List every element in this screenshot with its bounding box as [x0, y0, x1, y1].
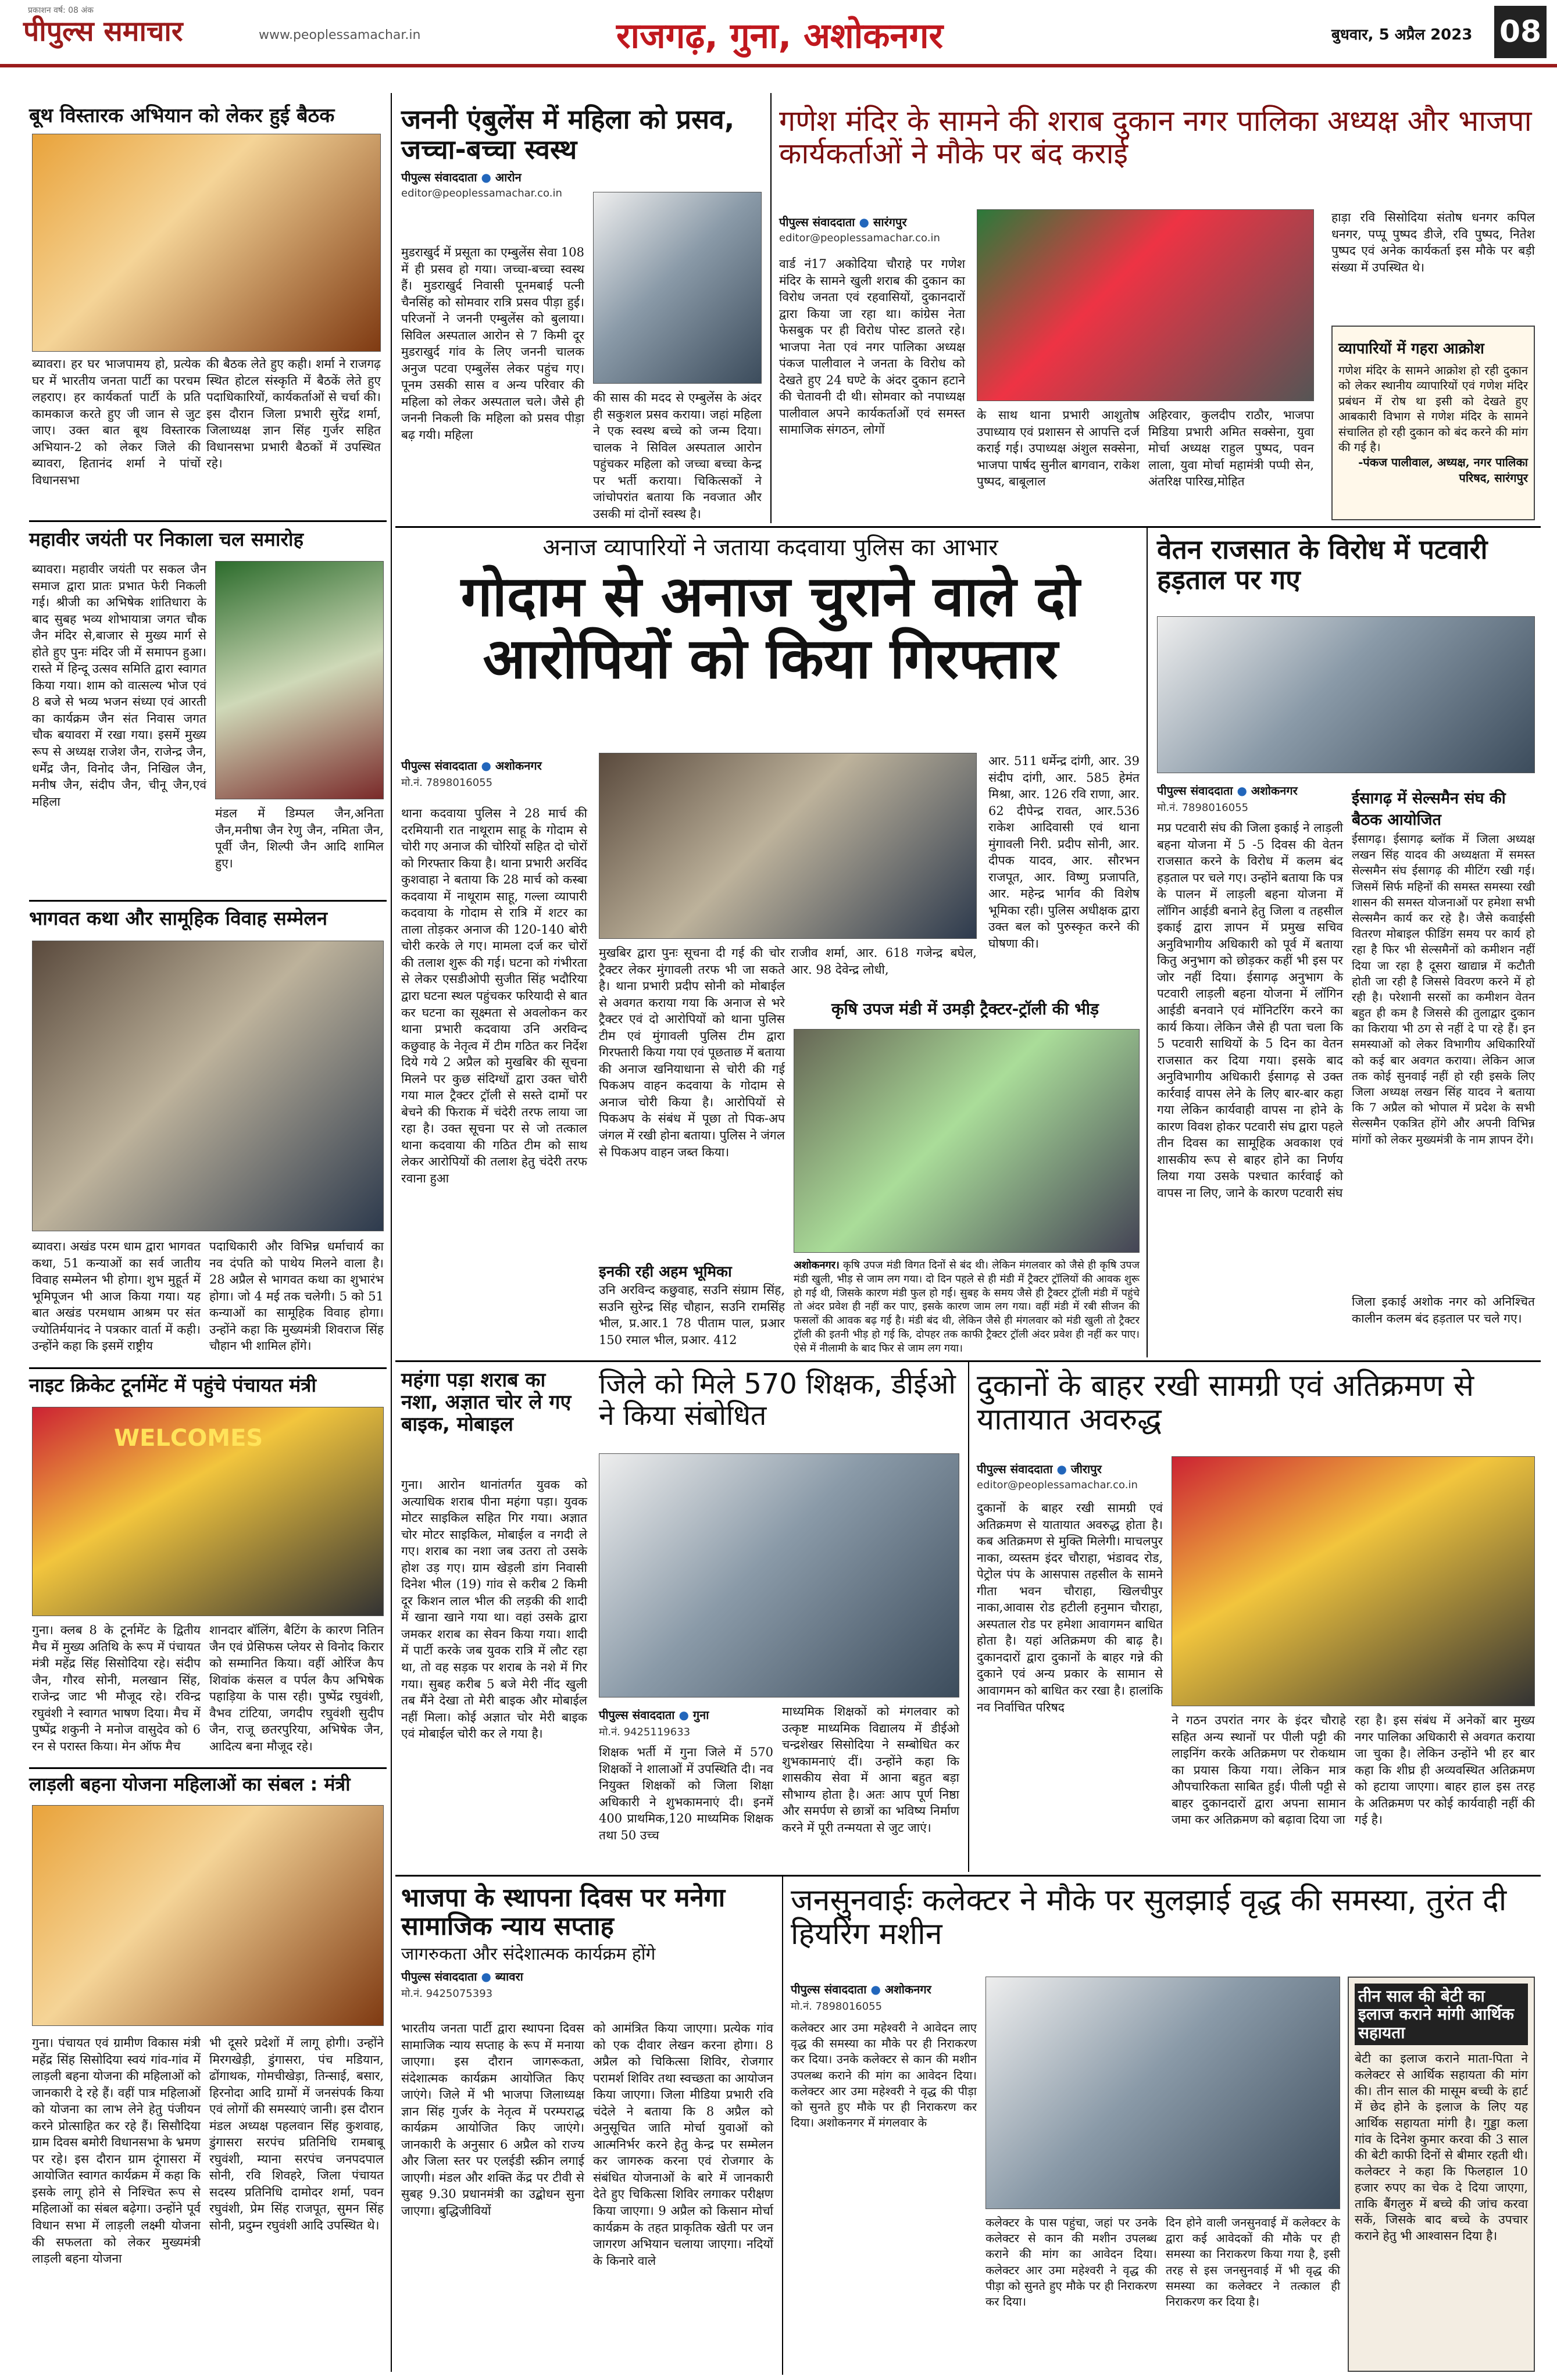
box-body: बेटी का इलाज कराने माता-पिता ने कलेक्टर से आर्थिक सहायता की मांग की। तीन साल की मासूम बच्ची के हार्ट में छेद होने के इलाज के लिए यह आर्थिक सहायता मांगी है। गुड्डा कला गांव के दिनेश कुमार करवा की 3 साल की बेटी काफी दिनों से बीमार रहती थी। कलेक्टर ने कहा कि फिलहाल 10 हजार रुपए का चेक दे दिया जाएगा, ताकि बैंगलुरु में बच्चे की जांच करवा सकें, जिसके बाद बच्चे के उपचार कराने हेतु भी आश्वासन दिया है।	[1355, 2052, 1528, 2243]
sidebar-box-girl-aid	[1348, 1977, 1535, 2372]
story-teachers-byline	[599, 1702, 785, 1739]
story-headline: भागवत कथा और सामूहिक विवाह सम्मेलन	[29, 907, 328, 930]
story-liquor-byline	[779, 209, 965, 244]
byline-reporter: पीपुल्स संवाददाता	[779, 215, 855, 229]
divider	[29, 520, 387, 522]
story-body: की बैठक लेते हुए कही। शर्मा ने राजगढ़ स्थित होटल संस्कृति में बैठकें लेते हुए पदाधिकारियों, कार्यकर्ताओं से चर्चा की। इस दौरान जिला प्रभारी सुरेंद्र शर्मा, जिलाध्यक्ष ज्ञान सिंह गुर्जर सहित विधानसभा प्रभारी बैठकों में उपस्थित रहे।	[206, 357, 381, 471]
story-bhagwat	[29, 908, 384, 930]
divider	[395, 526, 1541, 528]
story-teachers	[599, 1369, 959, 1432]
story-patwari-sub	[1352, 782, 1535, 834]
byline-mobile: मो.नं. 9425119633	[599, 1726, 691, 1738]
story-headline: कृषि उपज मंडी में उमड़ी ट्रैक्टर-ट्रॉली की भीड़	[831, 999, 1099, 1019]
byline: पीपुल्स संवाददाता ● अशोकनगर	[791, 1982, 931, 1996]
story-body: मुडराखुर्द में प्रसूता का एम्बुलेंस सेवा 108 में ही प्रसव हो गया। जच्चा-बच्चा स्वस्थ हैं। मुडराखुर्द निवासी पूनमबाई पत्नी चैनसिंह को सोमवार रात्रि प्रसव पीड़ा हुई। परिजनों ने जननी एम्बुलेंस को बुलाया। सिविल अस्पताल आरोन से 7 किमी दूर मुडराखुर्द गांव के लिए जननी चालक अनुज पटवा एम्बुलेंस लेकर पहुंच गए। पूनम उसकी सास व अन्य परिवार की महिला को लेकर अस्पताल चले। जैसे ही जननी निकली कि महिला को प्रसव पीड़ा बढ़ गयी। महिला	[401, 245, 584, 442]
story-grain-byline	[401, 753, 587, 789]
story-body: थाना कदवाया पुलिस ने 28 मार्च की दरमियानी रात नाथूराम साहू के गोदाम से चोरी गए अनाज की चोरियों सहित दो चोरों को गिरफ्तार किया है। थाना प्रभारी अरविंद कुशवाहा ने बताया कि 28 मार्च को कस्बा कदवाया में नाथूराम साहू, गल्ला व्यापारी कदवाया के गोदाम से रात्रि में शटर का ताला तोड़कर अनाज की 120-140 बोरी चोरी करके ले गए। मामला दर्ज कर चोरों की तलाश शुरू की गई। घटना को गंभीरता से लेकर एसडीओपी सुजीत सिंह भदौरिया द्वारा घटना स्थल पहुंचकर फरियादी से बात कर घटना का सूक्ष्मता से अवलोकन कर थाना प्रभारी कदवाया उनि अरविन्द कछुवाह के नेतृत्व में टीम गठित कर निर्देश दिये गये 2 अप्रैल को मुखबिर की सूचना मिलने पर कुछ संदिग्धों द्वारा उक्त चोरी गया माल ट्रैक्टर ट्रॉली से सस्ते दामों पर बेचने की फिराक में चंदेरी तरफ लाया जा रहा है। उक्त सूचना पर से जो तत्काल थाना कदवाया की गठित टीम को साथ लेकर आरोपियों की तलाश हेतु चंदेरी तरफ रवाना हुआ	[401, 806, 587, 1186]
byline-reporter: पीपुल्स संवाददाता	[791, 1982, 867, 1996]
story-hearing-byline	[791, 1977, 977, 2013]
byline-place: ब्यावरा	[495, 1970, 523, 1984]
story-body: शानदार बॉलिंग, बैटिंग के कारण नितिन जैन एवं प्रेसिफस प्लेयर से विनोद किरार को सम्मानित किया। वहीं ओरिंज कैप शिवांक कंसल व पर्पल कैप अभिषेक पहाड़िया के पास रही। पुष्पेंद्र रघुवंशी, वैभव टांटिया, जगदीप रघुवंशी सुदीप जैन, राजू छतरपुरिया, अभिषेक जैन, आदित्य बना मौजूद रहे।	[209, 1623, 384, 1753]
byline: पीपुल्स संवाददाता ● सारंगपुर	[779, 215, 907, 229]
story-body: हाड़ा रवि सिसोदिया संतोष धनगर कपिल धनगर, पप्पू पुष्पद डीजे, रवि पुष्पद, नितेश पुष्पद एवं अनेक कार्यकर्ता इस मौके पर बड़ी संख्या में उपस्थित थे।	[1331, 210, 1535, 274]
story-ambulance	[401, 105, 762, 199]
website-url[interactable]: www.peoplessamachar.in	[259, 28, 421, 42]
story-photo	[1172, 1456, 1535, 1706]
story-body: को आमंत्रित किया जाएगा। प्रत्येक गांव को एक दीवार लेखन करना होगा। 8 अप्रैल को चिकित्सा शिविर, रोजगार परामर्श शिविर तथा स्वच्छता का आयोजन किया जाएगा। जिला मीडिया प्रभारी रवि चंदेले ने बताया कि 8 अप्रैल को अनुसूचित जाति मोर्चा युवाओं को आत्मनिर्भर करने हेतु केन्द्र पर सम्मेलन कर जागरुक करना एवं रोजगार के संबंधित योजनाओं के बारे में जानकारी देते हुए चिकित्सा शिविर लगाकर परीक्षण किया जाएगा। 9 अप्रैल को किसान मोर्चा कार्यक्रम के तहत प्राकृतिक खेती पर जन जागरण अभियान चलाया जाएगा। नदियों के किनारे वाले	[593, 2021, 774, 2268]
photo-caption	[794, 1259, 1140, 1355]
story-body: ईसागढ़। ईसागढ़ ब्लॉक में जिला अध्यक्ष लखन सिंह यादव की अध्यक्षता में समस्त सेल्समैन संघ ईसागढ़ की मीटिंग रखी गई। जिसमें सिर्फ महिनों की समस्त समस्या रखी शासन की समस्त योजनाओं पर हमेशा सभी सेल्समैन कार्य कर रहे है। जैसे कवाईसी वितरण मोबाइल फीडिंग समय पर कार्य हो रहा है फिर भी सेल्समैनों को कमीशन नहीं दिया जा रहा है दूसरा खाद्यान्न में कटौती होती जा रही है जिससे विवरण करने में हो रही है। परेशानी सरसों का कमीशन वेतन बहुत ही कम है जिससे की तुलाद्वार दुकान का किराया भी ठग से नहीं दे पा रहे हैं। इन समस्याओं को लेकर विभागीय अधिकारियों को कई बार अवगत कराया। लेकिन आज तक कोई सुनवाई नहीं हो रही इसके लिए जिला अध्यक्ष लखन सिंह यादव ने बताया कि 7 अप्रैल को भोपाल में प्रदेश के सभी सेल्समैन एकत्रित होंगे और अपनी विभिन्न मांगों को लेकर मुख्यमंत्री के नाम ज्ञापन देंगे।	[1352, 832, 1535, 1146]
divider	[29, 1767, 387, 1769]
story-liquor-theft	[401, 1369, 587, 1435]
page-region-title: राजगढ़, गुना, अशोकनगर	[616, 16, 944, 56]
story-ladli	[29, 1774, 384, 1795]
story-body: आर. 511 धर्मेन्द्र दांगी, आर. 39 संदीप दांगी, आर. 585 हेमंत मिश्रा, आर. 126 रवि राणा, आर. 62 दीपेन्द्र रावत, आर.536 राकेश आदिवासी एवं थाना मुंगावली निरी. प्रदीप सोनी, आर. दीपक यादव, आर. सौरभन राजपूत, आर. विष्णु प्रजापति, आर. महेन्द्र भार्गव की विशेष भूमिका रही। पुलिस अधीक्षक द्वारा उक्त बल को पुरुस्कृत करने की घोषणा की।	[988, 754, 1140, 951]
byline: पीपुल्स संवाददाता ● गुना	[599, 1708, 709, 1722]
story-headline: महावीर जयंती पर निकाला चल समारोह	[29, 528, 304, 551]
story-headline: जननी एंबुलेंस में महिला को प्रसव, जच्चा-बच्चा स्वस्थ	[401, 103, 735, 165]
masthead	[0, 0, 1557, 67]
publication-date: बुधवार, 5 अप्रैल 2023	[1331, 26, 1473, 44]
story-body: मप्र पटवारी संघ की जिला इकाई ने लाड़ली बहना योजना में 5 -5 दिवस की वेतन राजसात करने के विरोध में कलम बंद हड़ताल पर चले गए। उन्होंने बताया कि पत्र के पालन में लाड़ली बहना योजना में लॉगिन आईडी बनाने हेतु जिला व तहसील इकाई द्वारा ज्ञापन में प्रमुख सचिव अनुविभागीय अधिकारी को पूर्व में बताया कितु अनुभाग को छोड़कर कहीं भी इस पर जोर नहीं दिया। ईसागढ़ अनुभाग के पटवारी लाड़ली बहना योजना में लॉगिन आईडी बनवाने एवं मॉनिटरिंग करने का कार्य किया। लेकिन जैसे ही पता चला कि 5 पटवारी साथियों के 5 दिन का वेतन राजसात कर दिया गया। इसके बाद अनुविभागीय अधिकारी ईसागढ़ से उक्त कार्रवाई वापस लेने के लिए बार-बार कहा गया लेकिन कार्यवाही वापस ना होने के कारण विवश होकर पटवारी संघ द्वारा पहले तीन दिवस का सामूहिक अवकाश एवं शासकीय रूप से बाहर होने का निर्णय लिया गया उसके पश्चात कार्रवाई को वापस ना लिए, जाने के कारण पटवारी संघ	[1157, 821, 1343, 1200]
story-photo	[985, 1977, 1340, 2209]
byline-reporter: पीपुल्स संवाददाता	[599, 1708, 675, 1722]
story-encroach-byline	[977, 1456, 1163, 1491]
subheading: ईसागढ़ में सेल्समैन संघ की बैठक आयोजित	[1352, 789, 1506, 829]
byline-mobile: मो.नं. 9425075393	[401, 1988, 493, 2000]
newspaper-logo: पीपुल्स समाचार	[23, 15, 183, 48]
divider	[395, 1875, 1541, 1877]
box-headline: तीन साल की बेटी का इलाज कराने मांगी आर्थिक सहायता	[1355, 1984, 1528, 2045]
quote-heading: व्यापारियों में गहरा आक्रोश	[1338, 340, 1484, 358]
story-grain	[401, 535, 1140, 691]
byline-place: गुना	[692, 1708, 709, 1722]
byline-place: अशोकनगर	[1251, 784, 1298, 798]
story-headline: महंगा पड़ा शराब का नशा, अज्ञात चोर ले गए बाइक, मोबाइल	[401, 1368, 572, 1436]
byline: पीपुल्स संवाददाता ● ब्यावरा	[401, 1970, 523, 1984]
byline-place: सारंगपुर	[873, 215, 907, 229]
story-bjp-week	[401, 1884, 773, 2000]
page-number: 08	[1494, 6, 1547, 58]
byline: पीपुल्स संवाददाता ● अशोकनगर	[401, 759, 542, 773]
byline-mobile: मो.नं. 7898016055	[1157, 802, 1249, 814]
story-photo	[593, 192, 762, 384]
byline-email[interactable]: editor@peoplessamachar.co.in	[779, 232, 940, 244]
story-headline: गणेश मंदिर के सामने की शराब दुकान नगर पालिका अध्यक्ष और भाजपा कार्यकर्ताओं ने मौके पर बंद कराई	[779, 104, 1532, 170]
byline-email[interactable]: editor@peoplessamachar.co.in	[401, 187, 562, 200]
byline-reporter: पीपुल्स संवाददाता	[401, 170, 477, 185]
caption-text: कृषि उपज मंडी विगत दिनों से बंद थी। लेकिन मंगलवार को जैसे ही कृषि उपज मंडी खुली, भीड़ से जाम लग गया। दो दिन पहले से ही मंडी में ट्रैक्टर ट्रॉलियों की आवक शुरू हो गई थी, जिसके कारण मंडी फुल हो गई। सुबह के समय जैसे ही ट्रैक्टर ट्रॉली मंडी में पहुंचे तो अंदर प्रवेश ही नहीं कर पाए, इसके कारण जाम लग गया। वहीं मंडी में रबी सीजन की फसलों की आवक बढ़ गई है। मंडी बंद थी, लेकिन जैसे ही मंगलवार को मंडी खुली तो ट्रैक्टर ट्रॉली की इतनी भीड़ हो गई कि, दोपहर तक काफी ट्रैक्टर ट्रॉली अंदर प्रवेश ही नहीं कर पाए। ऐसे में नीलामी के बाद फिर से जाम लग गया।	[794, 1259, 1140, 1355]
story-photo	[215, 561, 384, 799]
story-kicker: जागरुकता और संदेशात्मक कार्यक्रम होंगे	[401, 1943, 656, 1964]
quote-box	[1331, 326, 1535, 520]
story-patwari-byline	[1157, 778, 1343, 814]
divider	[29, 1367, 387, 1369]
story-body: ने गठन उपरांत नगर के इंदर चौराहे सहित अन्य स्थानों पर पीली पट्टी की लाइनिंग करके अतिक्रमण पर रोकथाम का प्रयास किया गया। लेकिन मात्र औपचारिकता साबित हुई। पीली पट्टी से बाहर दुकानदारों द्वारा अपना सामान जमा कर अतिक्रमण को बढ़ावा दिया जा	[1172, 1713, 1346, 1827]
story-body: दुकानों के बाहर रखी सामग्री एवं अतिक्रमण से यातायात अवरुद्ध होता है। कब अतिक्रमण से मुक्ति मिलेगी। माचलपुर नाका, व्यस्तम इंदर चौराहा, भंडावद रोड, पेट्रोल पंप के आसपास तहसील के सामने गीता भवन चौराहा, खिलचीपुर नाका,आवास रोड हटीली हनुमान चौराहा, अस्पताल रोड पर हमेशा आवागमन बाधित होता है। यहां अतिक्रमण की बाढ़ है। दुकानदारों द्वारा दुकानों के बाहर गन्ने की दुकाने एवं अन्य प्रकार के सामान से आवागमन को बाधित कर रखा है। हालांकि नव निर्वाचित परिषद	[977, 1501, 1163, 1714]
byline-reporter: पीपुल्स संवाददाता	[1157, 784, 1233, 798]
story-headline: लाड़ली बहना योजना महिलाओं का संबल : मंत्री	[29, 1773, 351, 1795]
story-body: कलेक्टर के पास पहुंचा, जहां पर उनके कलेक्टर से कान की मशीन उपलब्ध कराने की मांग का आवेदन दिया। कलेक्टर आर उमा महेश्वरी ने वृद्ध की पीड़ा को सुनते हुए मौके पर ही निराकरण कर दिया।	[985, 2215, 1157, 2308]
story-headline: नाइट क्रिकेट टूर्नामेंट में पहुंचे पंचायत मंत्री	[29, 1374, 317, 1396]
story-body: के साथ थाना प्रभारी आशुतोष उपाध्याय एवं प्रशासन से आपत्ति दर्ज कराई गई। उपाध्यक्ष अंशुल सक्सेना, भाजपा पार्षद सुनील बागवान, राकेश पुष्पद, बाबूलाल	[977, 408, 1140, 489]
story-body: शिक्षक भर्ती में गुना जिले में 570 शिक्षकों ने शालाओं में उपस्थिति दी। नव नियुक्त शिक्षकों को जिला शिक्षा अधिकारी ने शुभकामनाएं दी। इनमें 400 प्राथमिक,120 माध्यमिक शिक्षक तथा 50 उच्च	[599, 1745, 773, 1842]
story-photo	[977, 209, 1314, 401]
story-body: वार्ड नं17 अकोदिया चौराहे पर गणेश मंदिर के सामने खुली शराब की दुकान का विरोध जनता एवं रहवासियों, दुकानदारों द्वारा किया जा रहा था। कांग्रेस नेता फेसबुक पर ही विरोध पोस्ट डालते रहे। भाजपा नेता एवं नगर पालिका अध्यक्ष पंकज पालीवाल ने जनता के विरोध को देखते हुए 24 घण्टे के अंदर दुकान हटाने की चेतावनी दी थी। सोमवार को नपाध्यक्ष पालीवाल अपने कार्यकर्ताओं एवं समस्त सामाजिक संगठन, लोगों	[779, 257, 965, 437]
column-rule	[968, 1360, 969, 1872]
story-encroach	[977, 1369, 1535, 1436]
story-body: गुना। आरोन थानांतर्गत युवक को अत्याधिक शराब पीना महंगा पड़ा। युवक मोटर साइकिल सहित गिर गया। अज्ञात चोर मोटर साइकिल, मोबाईल व नगदी ले गए। शराब का नशा जब उतरा तो उसके होश उड़ गए। ग्राम खेड़ली डांग निवासी दिनेश भील (19) गांव से करीब 2 किमी दूर किशन लाल भील की लड़की की शादी में खाना खाने गया था। वहां उसके द्वारा जमकर शराब का सेवन किया गया। शादी में पार्टी करके जब युवक रात्रि में लौट रहा था, तो वह सड़क पर शराब के नशे में गिर गया। सुबह करीब 5 बजे मेरी नींद खुली तब मैंने देखा तो मेरी बाइक और मोबाईल नहीं मिला। कोई अज्ञात चोर मेरी बाइक एवं मोबाईल चोरी कर ले गया है।	[401, 1478, 587, 1741]
story-body: दिन होने वाली जनसुनवाई में कलेक्टर के द्वारा कई आवेदकों की मौके पर ही समस्या का निराकरण किया गया है, इसी तरह से इस जनसुनवाई में भी वृद्ध की समस्या का कलेक्टर ने तत्काल ही निराकरण कर दिया है।	[1166, 2215, 1340, 2308]
story-body: ब्यावरा। महावीर जयंती पर सकल जैन समाज द्वारा प्रातः प्रभात फेरी निकली गई। श्रीजी का अभिषेक शांतिधारा के बाद सुबह भव्य शोभायात्रा जगत चौक जैन मंदिर से,बाजार से मुख्य मार्ग से होते हुए पुनः मंदिर जी में समापन हुआ। रास्ते में हिन्दू उत्सव समिति द्वारा स्वागत किया गया। शाम को वात्सल्य भोज एवं 8 बजे से भव्य भजन संध्या एवं आरती का कार्यक्रम जैन संत निवास जगत चौक बयावरा में रखा गया। इसमें मुख्य रूप से अध्यक्ष राजेश जैन, राजेन्द्र जैन, धर्मेंद्र जैन, विनोद जैन, निखिल जैन, मनीष जैन, संदीप जैन, चीनू जैन,एवं महिला	[32, 562, 206, 809]
byline-place: अशोकनगर	[884, 1982, 931, 1996]
story-body: गुना। क्लब 8 के टूर्नामेंट के द्वितीय मैच में मुख्य अतिथि के रूप में पंचायत मंत्री महेंद्र सिंह सिसोदिया रहे। संदीप जैन, गौरव सोनी, मलखान सिंह, राजेन्द्र जाट भी मौजूद रहे। रविन्द्र रघुवंशी ने स्वागत भाषण दिया। मैच में पुष्पेंद्र शकुनी ने मनोज वासुदेव को 6 रन से परास्त किया। मेन ऑफ मैच	[32, 1623, 201, 1753]
quote-attribution: -पंकज पालीवाल, अध्यक्ष, नगर पालिका परिषद, सारंगपुर	[1358, 455, 1528, 485]
story-body: माध्यमिक शिक्षकों को मंगलवार को उत्कृष्ट माध्यमिक विद्यालय में डीईओ चन्द्रशेखर सिसोदिया ने सम्बोधित कर शुभकामनाएं दीं। उन्होंने कहा कि शासकीय सेवा में आना बहुत बड़ा सौभाग्य होता है। अतः आप पूर्ण निष्ठा और समर्पण से छात्रों का भविष्य निर्माण करने में पूरी तन्मयता से जुट जाएं।	[782, 1704, 959, 1835]
story-photo	[794, 1029, 1140, 1253]
story-headline: भाजपा के स्थापना दिवस पर मनेगा सामाजिक न्याय सप्ताह	[401, 1883, 726, 1942]
story-body: पदाधिकारी और विभिन्न धर्माचार्य का नव दंपति को पाथेय मिलने वाला है। 28 अप्रैल से भागवत कथा का शुभारंभ होगा। जो 4 मई तक चलेगी। 5 को 51 कन्याओं का सामूहिक विवाह होगा। उन्होंने कहा कि मुख्यमंत्री शिवराज सिंह चौहान भी शामिल होंगे।	[209, 1239, 384, 1353]
story-body: मंडल में डिम्पल जैन,अनिता जैन,मनीषा जैन रेणु जैन, नमिता जैन, पूर्वी जैन, शिल्पी जैन आदि शामिल हुए।	[215, 806, 384, 870]
story-body: राजीव शर्मा, आर. 618 गजेन्द्र बघेल, आर. 98 देवेन्द्र लोधी,	[791, 946, 977, 977]
story-photo	[599, 1453, 959, 1698]
story-hearing	[791, 1884, 1535, 1951]
story-kicker: अनाज व्यापारियों ने जताया कदवाया पुलिस का आभार	[542, 534, 998, 561]
column-rule	[1147, 526, 1148, 1357]
byline-mobile: मो.नं. 7898016055	[401, 777, 493, 789]
column-rule	[782, 1875, 783, 2375]
caption-lead: अशोकनगर।	[794, 1259, 840, 1271]
story-body: मुखबिर द्वारा पुनः सूचना दी गई की चोर ट्रैक्टर लेकर मुंगावली तरफ भी जा सकते है। थाना प्रभारी प्रदीप सोनी को मोबाईल से अवगत कराया गया कि अनाज से भरे ट्रैक्टर एवं दो आरोपियों को थाना पुलिस टीम एवं मुंगावली पुलिस टीम द्वारा गिरफ्तारी किया गया एवं पूछताछ में बताया की अनाज खनियाधाना से चोरी की गई पिकअप वाहन कदवाया के गोदाम से अनाज चोरी किया है। आरोपियों से पिकअप के संबंध में पूछा तो पिक-अप जंगल में रखी होना बताया। पुलिस ने जंगल से पिकअप वाहन जब्त किया।	[599, 946, 785, 1159]
byline-place: आरोन	[495, 170, 522, 185]
story-headline: दुकानों के बाहर रखी सामग्री एवं अतिक्रमण से यातायात अवरुद्ध	[977, 1368, 1474, 1438]
story-headline: जिले को मिले 570 शिक्षक, डीईओ ने किया संबोधित	[599, 1368, 956, 1432]
byline-place: जीरापुर	[1070, 1462, 1102, 1476]
story-body: ब्यावरा। हर घर भाजपामय हो, प्रत्येक घर में भारतीय जनता पार्टी का परचम लहराए। हर कार्यकर्ता पार्टी के प्रति कामकाज करते हुए जी जान से जुट जाए। उक्त बात बूथ विस्तारक अभियान-2 को लेकर जिले की ब्यावरा, हितानंद शर्मा ने पांचों विधानसभा	[32, 357, 201, 487]
byline-place: अशोकनगर	[495, 759, 542, 773]
story-headline: गोदाम से अनाज चुराने वाले दो आरोपियों को किया गिरफ्तार	[460, 563, 1080, 692]
byline-email[interactable]: editor@peoplessamachar.co.in	[977, 1479, 1138, 1491]
quote-text: गणेश मंदिर के सामने आक्रोश हो रही दुकान को लेकर स्थानीय व्यापारियों एवं गणेश मंदिर प्रबंधन में रोष था इसी को देखते हुए आबकारी विभाग से गणेश मंदिर के सामने संचालित हो रही दुकान को बंद करने की मांग की गई है।	[1338, 363, 1528, 454]
story-headline: जनसुनवाईः कलेक्टर ने मौके पर सुलझाई वृद्ध की समस्या, तुरंत दी हियरिंग मशीन	[791, 1883, 1507, 1952]
column-rule	[391, 93, 392, 2372]
story-headline: वेतन राजसात के विरोध में पटवारी हड़ताल पर गए	[1157, 534, 1488, 595]
byline: पीपुल्स संवाददाता ● आरोन	[401, 170, 522, 185]
story-photo	[599, 753, 977, 939]
story-photo	[32, 941, 384, 1231]
story-photo	[1157, 616, 1535, 773]
story-patwari	[1157, 535, 1535, 595]
byline-reporter: पीपुल्स संवाददाता	[977, 1462, 1053, 1476]
story-photo	[32, 1805, 384, 2026]
story-body: की सास की मदद से एम्बुलेंस के अंदर ही सकुशल प्रसव कराया। जहां महिला ने एक स्वस्थ बच्चे को जन्म दिया। चालक ने सिविल अस्पताल आरोन पहुंचकर महिला को जच्चा बच्चा केन्द्र पर भर्ती कराया। चिकित्सकों ने जांचोपरांत बताया कि नवजात और उसकी मां दोनों स्वस्थ है।	[593, 391, 762, 521]
story-headline: बूथ विस्तारक अभियान को लेकर हुई बैठक	[29, 104, 335, 127]
story-mahavir	[29, 529, 384, 551]
story-photo	[32, 1407, 384, 1616]
story-body: ब्यावरा। अखंड परम धाम द्वारा भागवत कथा, 51 कन्याओं का सर्व जातीय विवाह सम्मेलन भी होगा। शुभ मुहूर्त में भूमिपूजन भी आज किया गया। यह बात अखंड परमधाम आश्रम पर संत ज्योतिर्मयानंद ने पत्रकार वार्ता में कही। उन्होंने कहा कि इसमें राष्ट्रीय	[32, 1239, 201, 1353]
story-cricket	[29, 1375, 384, 1396]
story-photo	[32, 134, 381, 352]
masthead-tagline: प्रकाशन वर्ष: 08 अंक	[28, 6, 94, 15]
story-mandi	[791, 1000, 1140, 1018]
story-liquor	[779, 105, 1535, 170]
subheading: इनकी रही अहम भूमिका	[599, 1263, 732, 1281]
byline: पीपुल्स संवाददाता ● जीरापुर	[977, 1462, 1102, 1476]
story-body: उनि अरविन्द कछुवाह, सउनि संग्राम सिंह, सउनि सुरेन्द्र सिंह चौहान, सउनि रामसिंह भील, प्र.आर.1 78 पीताम पाल, प्रआर 150 रमाल भील, प्रआर. 412	[599, 1283, 785, 1347]
divider	[29, 900, 387, 902]
story-body: रहा है। इस संबंध में अनेकों बार मुख्य नगर पालिका अधिकारी से अवगत कराया जा चुका है। लेकिन उन्होंने भी हर बार कहा कि शीघ्र ही अव्यवस्थित अतिक्रमण को हटाया जाएगा। बाहर हाल इस तरह के अतिक्रमण पर कोई कार्यवाही नहीं की गई है।	[1355, 1713, 1535, 1827]
byline-mobile: मो.नं. 7898016055	[791, 2000, 883, 2013]
story-body: गुना। पंचायत एवं ग्रामीण विकास मंत्री महेंद्र सिंह सिसोदिया स्वयं गांव-गांव में लाड़ली बहना योजना की महिलाओं को जानकारी दे रहे हैं। वहीं पात्र महिलाओं को योजना का लाभ लेने हेतु पंजीयन करने प्रोत्साहित कर रहे हैं। सिसौदिया ग्राम दिवस बमोरी विधानसभा के भ्रमण पर रहे। इस दौरान ग्राम दूंगासरा में आयोजित स्वागत कार्यक्रम में कहा कि इसके लागू होने से निश्चित रूप से महिलाओं का संबल बढ़ेगा। उन्होंने पूर्व विधान सभा में लाड़ली लक्ष्मी योजना की सफलता को लेकर मुख्यमंत्री लाड़ली बहना योजना	[32, 2036, 201, 2266]
byline-reporter: पीपुल्स संवाददाता	[401, 759, 477, 773]
story-body: जिला इकाई अशोक नगर को अनिश्चित कालीन कलम बंद हड़ताल पर चले गए।	[1352, 1295, 1535, 1325]
story-body: भारतीय जनता पार्टी द्वारा स्थापना दिवस सामाजिक न्याय सप्ताह के रूप में मनाया जाएगा। इस दौरान जागरूकता, संदेशात्मक कार्यक्रम आयोजित किए जाएंगे। जिले में भी भाजपा जिलाध्यक्ष ज्ञान सिंह गुर्जर के नेतृत्व में परम्पराद्ध कार्यक्रम आयोजित किए जाएंगे। जानकारी के अनुसार 6 अप्रैल को राज्य और जिला स्तर पर एलईडी स्क्रीन लगाई जाएगी। मंडल और शक्ति केंद्र पर टीवी से सुबह 9.30 प्रधानमंत्री का उद्बोधन सुना जाएगा। बुद्धिजीवियों	[401, 2021, 584, 2218]
story-body: भी दूसरे प्रदेशों में लागू होगी। उन्होंने मिरगखेड़ी, डुंगासरा, पंच मडियान, ढोंगाथक, गोमचीखेड़ा, तिन्साई, बसार, हिरनोदा आदि ग्रामों में जनसंपर्क किया एवं लोगों की समस्याएं जानी। इस दौरान मंडल अध्यक्ष पहलवान सिंह कुशवाह, डुंगासरा सरपंच प्रतिनिधि रामबाबू रघुवंशी, म्याना सरपंच जनपदपाल सोनी, रवि शिवहरे, जिला पंचायत सदस्य प्रतिनिधि दामोदर शर्मा, पवन रघुवंशी, प्रेम सिंह राजपूत, सुमन सिंह सोनी, प्रदुम्न रघुवंशी आदि उपस्थित थे।	[209, 2036, 384, 2233]
byline-reporter: पीपुल्स संवाददाता	[401, 1970, 477, 1984]
story-body: अहिरवार, कुलदीप राठौर, भाजपा मिडिया प्रभारी अमित सक्सेना, युवा मोर्चा अध्यक्ष राहुल पुष्पद, पवन लाला, युवा मोर्चा महामंत्री पप्पी सेन, अंतरिक्ष पारिख,मोहित	[1148, 408, 1314, 489]
photo-banner-text: WELCOMES	[114, 1425, 263, 1452]
byline: पीपुल्स संवाददाता ● अशोकनगर	[1157, 784, 1298, 798]
story-body: कलेक्टर आर उमा महेश्वरी ने आवेदन लाए वृद्ध की समस्या का मौके पर ही निराकरण कर दिया। उनके कलेक्टर से कान की मशीन उपलब्ध कराने की मांग का आवेदन दिया। कलेक्टर आर उमा महेश्वरी ने वृद्ध की पीड़ा को सुनते हुए मौके पर ही निराकरण कर दिया। अशोकनगर में मंगलवार के	[791, 2021, 977, 2130]
column-rule	[770, 93, 772, 523]
